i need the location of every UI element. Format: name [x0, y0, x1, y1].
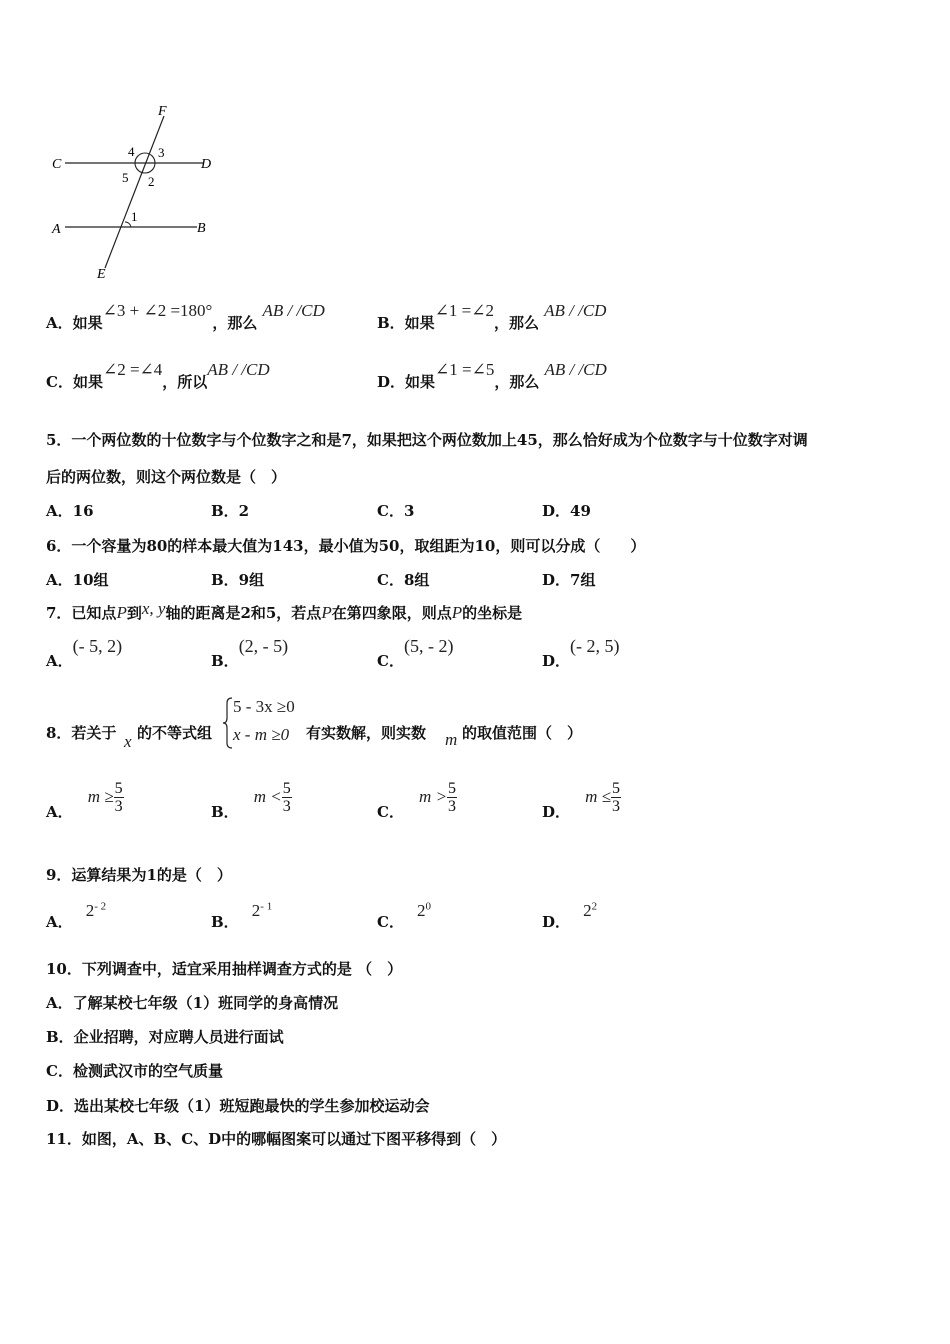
q5-stem-line1: 5．一个两位数的十位数字与个位数字之和是7，如果把这个两位数加上45，那么恰好成为个位数字与十位数字对调 [46, 431, 808, 449]
option-conclusion: AB / /CD [262, 301, 325, 320]
q9-option-b[interactable] [211, 900, 273, 931]
variable-m: m [445, 730, 458, 749]
angle-label-4: 4 [128, 144, 135, 159]
q6-option-a[interactable]: A．10组 [46, 571, 109, 589]
angle-label-5: 5 [122, 170, 129, 185]
q10-option-a[interactable]: A．了解某校七年级（1）班同学的身高情况 [46, 994, 339, 1012]
option-conclusion: AB / /CD [544, 360, 607, 379]
option-label: D． [542, 913, 571, 931]
option-coordinate: (5, - 2) [403, 636, 454, 656]
q5-option-a[interactable]: A．16 [46, 502, 94, 520]
option-label: B． [211, 803, 239, 821]
option-label: A． [46, 913, 73, 931]
option-prefix: A．如果 [46, 314, 103, 332]
option-prefix: B．如果 [377, 314, 435, 332]
q5-option-b[interactable]: B．2 [211, 502, 250, 520]
xy-axes-symbol: x, y [141, 599, 166, 618]
fraction-five-thirds: $\frac{5}{3}$ [611, 780, 620, 815]
q9-option-a[interactable] [46, 900, 107, 931]
q4-option-a[interactable] [46, 301, 325, 333]
option-label: A． [46, 803, 73, 821]
transversal-ef [105, 116, 164, 268]
fraction-five-thirds: $\frac{5}{3}$ [448, 780, 457, 815]
power-base: 2 [85, 901, 95, 920]
q5-stem-line2: 后的两位数，则这个两位数是（ ） [46, 468, 287, 486]
power-base: 2 [251, 901, 261, 920]
system-brace [223, 697, 233, 749]
fraction-five-thirds: $\frac{5}{3}$ [114, 780, 123, 815]
q10-stem: 10．下列调查中，适宜采用抽样调查方式的是 （ ） [46, 960, 403, 978]
q8-stem-part2: 的不等式组 [137, 724, 213, 742]
option-label: D． [542, 652, 571, 670]
option-condition: ∠2 =∠4 [102, 360, 163, 379]
option-coordinate: (- 2, 5) [570, 636, 620, 656]
parallel-lines-figure [40, 100, 230, 285]
power-exponent: 2 [591, 900, 598, 913]
q6-option-b[interactable]: B．9组 [211, 571, 265, 589]
q8-option-c[interactable] [377, 780, 457, 821]
q7-option-d[interactable] [542, 636, 620, 670]
q6-option-d[interactable]: D．7组 [542, 571, 596, 589]
option-coordinate: (- 5, 2) [72, 636, 123, 656]
fraction-five-thirds: $\frac{5}{3}$ [282, 780, 291, 815]
variable-x: x [124, 732, 132, 751]
label-e: E [97, 267, 106, 282]
power-base: 2 [583, 901, 592, 920]
inequality-1: 5 - 3x ≥0 [233, 697, 295, 716]
option-mid: ，那么 [494, 373, 540, 391]
option-prefix: C．如果 [46, 373, 103, 391]
option-lhs: m ≤ [585, 787, 611, 806]
option-conclusion: AB / /CD [207, 360, 270, 379]
q4-option-c[interactable] [46, 360, 270, 392]
q10-option-b[interactable]: B．企业招聘，对应聘人员进行面试 [46, 1028, 284, 1046]
q7-stem-part3: 轴的距离是2和5，若点 [165, 604, 322, 622]
option-label: C． [377, 803, 404, 821]
option-mid: ，那么 [212, 314, 258, 332]
q7-stem-part5: 的坐标是 [462, 604, 523, 622]
q8-stem-part1: 8．若关于 [46, 724, 117, 742]
inequality-2: x - m ≥0 [233, 725, 290, 744]
option-conclusion: AB / /CD [544, 301, 607, 320]
label-d: D [201, 157, 212, 172]
angle-label-2: 2 [148, 174, 155, 189]
q7-stem [46, 599, 523, 623]
q9-stem: 9．运算结果为1的是（ ） [46, 866, 232, 884]
option-lhs: m < [253, 787, 282, 806]
q7-stem-part1: 7．已知点 [46, 604, 117, 622]
option-coordinate: (2, - 5) [238, 636, 289, 656]
q5-option-c[interactable]: C．3 [377, 502, 415, 520]
point-p-symbol: P [321, 603, 332, 622]
option-label: D． [542, 803, 571, 821]
q8-stem-part3: 有实数解，则实数 [306, 724, 427, 742]
point-p-symbol: P [451, 603, 463, 622]
q8-option-a[interactable] [46, 780, 124, 821]
q7-option-b[interactable] [211, 636, 289, 670]
option-condition: ∠1 =∠2 [434, 301, 495, 320]
power-base: 2 [417, 901, 426, 920]
q9-option-c[interactable] [377, 900, 432, 931]
power-exponent: 0 [425, 900, 432, 913]
option-condition: ∠3 + ∠2 =180° [102, 301, 213, 320]
option-condition: ∠1 =∠5 [435, 360, 495, 379]
angle-label-3: 3 [158, 145, 165, 160]
option-prefix: D．如果 [377, 373, 436, 391]
option-lhs: m ≥ [87, 787, 114, 806]
option-label: C． [377, 652, 404, 670]
option-label: B． [211, 913, 239, 931]
q11-stem: 11．如图，A、B、C、D中的哪幅图案可以通过下图平移得到（ ） [46, 1130, 507, 1148]
option-lhs: m > [419, 787, 448, 806]
q8-stem-part4: 的取值范围（ ） [462, 724, 583, 742]
option-mid: ，那么 [494, 314, 540, 332]
q4-option-d[interactable] [377, 360, 607, 392]
option-label: A． [46, 652, 73, 670]
q8-option-d[interactable] [542, 780, 621, 821]
q10-option-d[interactable]: D．选出某校七年级（1）班短跑最快的学生参加校运动会 [46, 1097, 430, 1115]
q7-stem-part4: 在第四象限，则点 [331, 604, 452, 622]
q6-stem: 6．一个容量为80的样本最大值为143，最小值为50，取组距为10，则可以分成（ ） [46, 537, 646, 555]
option-label: B． [211, 652, 239, 670]
power-exponent: - 1 [260, 900, 273, 913]
option-label: C． [377, 913, 404, 931]
angle-label-1: 1 [131, 209, 138, 224]
q7-option-c[interactable] [377, 636, 454, 670]
label-f: F [158, 104, 167, 119]
option-mid: ，所以 [162, 373, 208, 391]
q7-option-a[interactable] [46, 636, 123, 670]
q7-stem-part2: 到 [126, 604, 142, 622]
q9-option-d[interactable] [542, 900, 598, 931]
label-c: C [52, 157, 62, 172]
q5-option-d[interactable]: D．49 [542, 502, 591, 520]
q6-option-c[interactable]: C．8组 [377, 571, 430, 589]
label-b: B [197, 221, 206, 236]
power-exponent: - 2 [94, 900, 107, 913]
q8-option-b[interactable] [211, 780, 292, 821]
q4-option-b[interactable] [377, 301, 607, 333]
label-a: A [52, 222, 61, 237]
q10-option-c[interactable]: C．检测武汉市的空气质量 [46, 1062, 223, 1080]
point-p-symbol: P [116, 603, 127, 622]
